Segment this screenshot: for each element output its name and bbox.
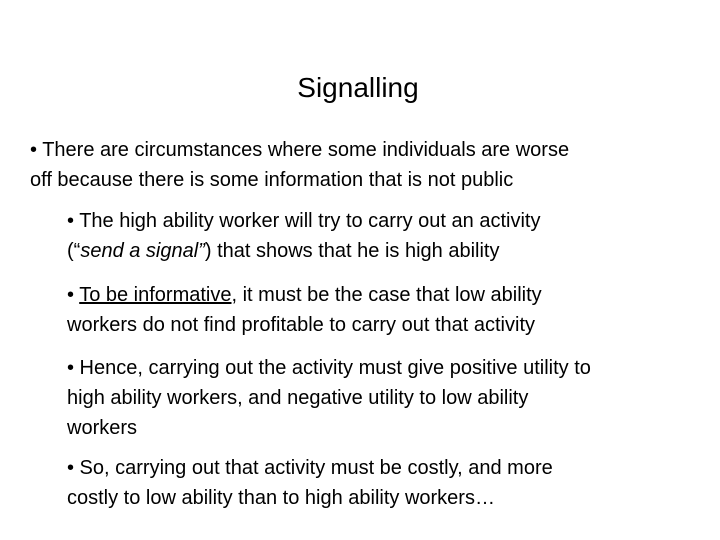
bullet-line [67,236,540,266]
bullet-line: off because there is some information that is not public [30,169,514,191]
bullet-marker: • [67,284,80,306]
bullet-line: • So, carrying out that activity must be costly, and more [67,457,553,479]
sub-bullet-informative [67,280,542,340]
bullet-line: • Hence, carrying out the activity must give positive utility to [67,357,591,379]
bullet-line: • The high ability worker will try to carry out an activity [67,210,541,232]
sub-bullet-utility [67,353,591,443]
sub-bullet-signal [67,206,540,266]
text-fragment: , it must be the case that low ability [231,284,542,306]
slide-title: Signalling [297,72,419,103]
bullet-line: • There are circumstances where some individuals are worse [30,139,570,161]
text-fragment: (“ [67,240,81,262]
bullet-circumstances [30,135,569,195]
bullet-line: workers [67,417,138,439]
text-fragment: ) that shows that he is high ability [204,240,500,262]
italic-text: send a signal” [80,240,205,262]
bullet-line: workers do not find profitable to carry out that activity [67,314,535,336]
bullet-line: costly to low ability than to high ability workers… [67,487,495,509]
sub-bullet-costly [67,453,553,513]
underlined-text: To be informative [79,284,232,306]
bullet-line [67,280,542,310]
bullet-line: high ability workers, and negative utility to low ability [67,387,529,409]
